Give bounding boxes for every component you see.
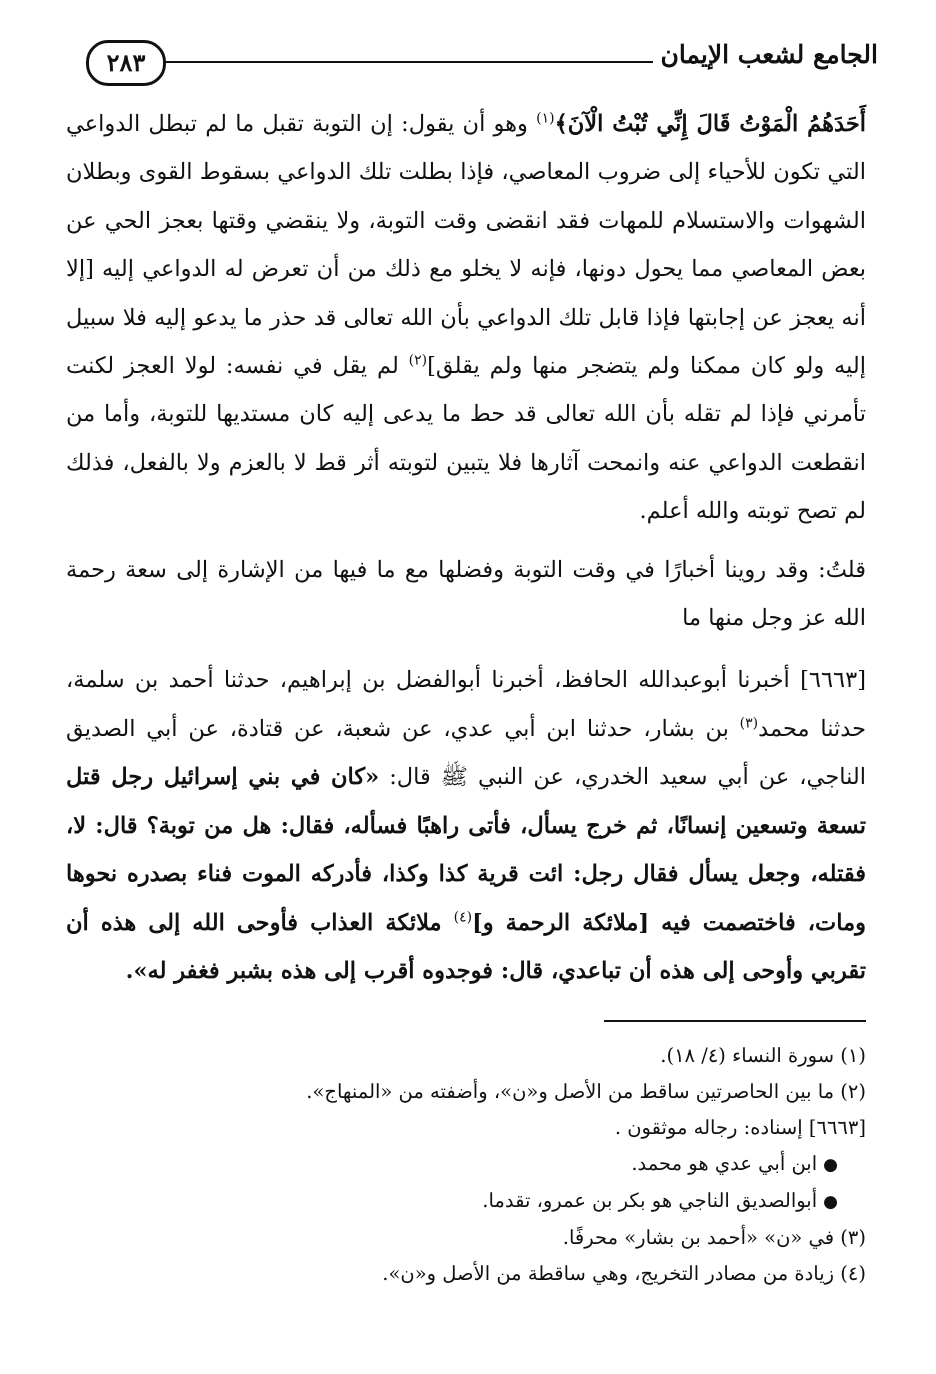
main-text xyxy=(66,100,866,995)
bullet-text: ابن أبي عدي هو محمد. xyxy=(631,1152,818,1175)
footnote-2: (٢) ما بين الحاصرتين ساقط من الأصل و«ن»، وأضفته من «المنهاج». xyxy=(306,1080,866,1103)
hadith-text-b: ملائكة العذاب فأوحى الله إلى هذه أن تقربي وأوحى إلى هذه أن تباعدي، قال: فوجدوه أقرب إلى هذه بشبر فغفر له». xyxy=(66,909,866,984)
running-header xyxy=(86,34,878,90)
bullet-text: أبوالصديق الناجي هو بكر بن عمرو، تقدما. xyxy=(482,1189,818,1212)
footnote-bullet-item xyxy=(120,1146,866,1183)
footnote-ref-4: (٤) xyxy=(453,909,473,925)
paragraph-1 xyxy=(66,100,866,536)
bullet-icon: ● xyxy=(823,1155,838,1175)
book-title: الجامع لشعب الإيمان xyxy=(660,40,878,69)
footnote-1: (١) سورة النساء (٤/ ١٨). xyxy=(660,1044,866,1067)
paragraph-2: قلتُ: وقد روينا أخبارًا في وقت التوبة وفضلها مع ما فيها من الإشارة إلى سعة رحمة الله عز وجل منها ما xyxy=(66,556,866,632)
footnote-ref-2: (٢) xyxy=(408,352,428,369)
footnote-ref-3: (٣) xyxy=(739,715,759,732)
page-number: ٢٨٣ xyxy=(86,40,166,86)
footnotes xyxy=(120,1038,866,1292)
footnote-bullet-item xyxy=(120,1183,866,1220)
footnote-ref-1: (١) xyxy=(536,110,555,127)
bullet-icon: ● xyxy=(823,1192,838,1212)
paragraph-1-text-a: وهو أن يقول: إن التوبة تقبل ما لم تبطل الدواعي التي تكون للأحياء إلى ضروب المعاصي، فإذا بطلت تلك الدواعي بسقوط القوى وبطلان الشهوات والاستسلام للمهات فقد انقضى وقت التوبة، ولا ينقضي وقتها بعجز الحي عن بعض المعاصي مما يحول دونها، فإنه لا يخلو مع ذلك من أن تعرض له الدواعي إليه [إلا أنه يعجز عن إجابتها فإذا قابل تلك الدواعي بأن الله تعالى قد حذر ما يدعو إليه فلا سبيل إليه ولو كان ممكنا ولم يتضجر منها ولم يقلق] xyxy=(66,111,867,380)
isnad-text-b: بن بشار، حدثنا ابن أبي عدي، عن شعبة، عن قتادة، عن أبي الصديق الناجي، عن أبي سعيد الخدري، عن النبي ﷺ قال: xyxy=(66,715,866,791)
header-rule xyxy=(164,61,653,63)
footnote-isnad: [٦٦٦٣] إسناده: رجاله موثقون . xyxy=(614,1116,866,1139)
hadith-text-a: «كان في بني إسرائيل رجل قتل تسعة وتسعين إنسانًا، ثم خرج يسأل، فأتى راهبًا فسأله، فقال: هل من توبة؟ قال: لا، فقتله، وجعل يسأل فقال رجل: ائت قرية كذا وكذا، فأدركه الموت فناء بصدره نحوها ومات، فاختصمت فيه [ملائكة الرحمة و] xyxy=(66,764,866,936)
paragraph-1-text-b: لم يقل في نفسه: لولا العجز لكنت تأمرني فإذا لم تقله بأن الله تعالى قد حط ما يدعى إليه كان مستديها للتوبة، وأما من انقطعت الدواعي عنه وانمحت آثارها فلا يتبين لتوبته أثر قط لا بالعزم ولا بالفعل، فذلك لم تصح توبته والله أعلم. xyxy=(66,353,866,525)
footnote-3: (٣) في «ن» «أحمد بن بشار» محرفًا. xyxy=(562,1226,866,1249)
footnote-4: (٤) زيادة من مصادر التخريج، وهي ساقطة من الأصل و«ن». xyxy=(382,1262,866,1285)
isnad-text-a: [٦٦٦٣] أخبرنا أبوعبدالله الحافظ، أخبرنا أبوالفضل بن إبراهيم، حدثنا أحمد بن سلمة، حدثنا محمد xyxy=(66,667,866,742)
quran-verse: أَحَدَهُمُ الْمَوْتُ قَالَ إِنِّي تُبْتُ الْآنَ﴾ xyxy=(554,111,866,137)
hadith-paragraph xyxy=(66,656,866,995)
footnote-rule xyxy=(604,1020,866,1022)
